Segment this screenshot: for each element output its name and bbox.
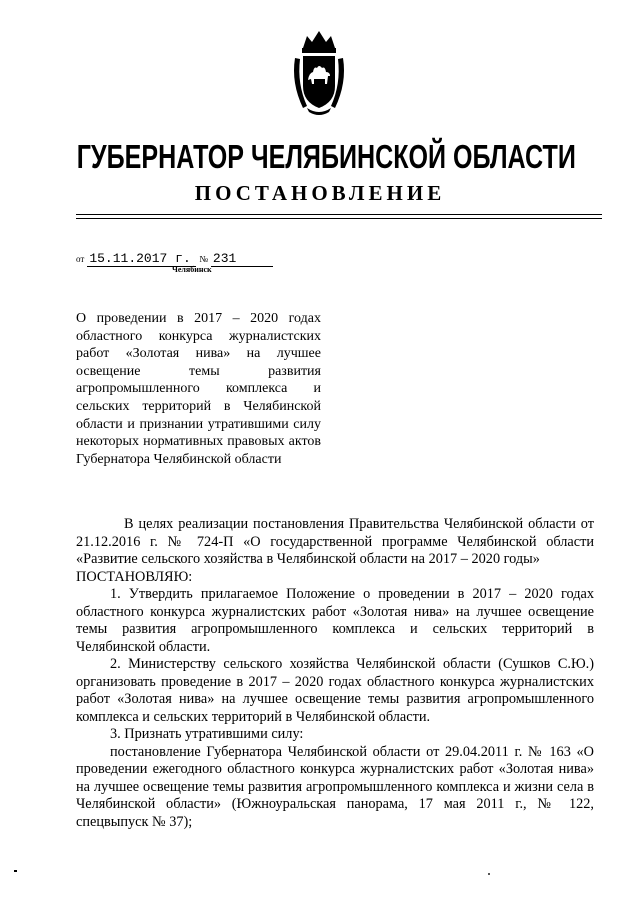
document-body [76, 516, 594, 831]
chelyabinsk-coat-of-arms-icon [289, 28, 349, 118]
number-label: № [199, 254, 208, 264]
scan-mark [14, 870, 17, 872]
item-2: 2. Министерству сельского хозяйства Челябинской области (Сушков С.Ю.) организовать проведение в 2017 – 2020 годах областного конкурса журналистских работ «Золотая нива» на лучшее освещение темы развития агропромышленного комплекса и сельских территорий в Челябинской области. [76, 656, 594, 725]
item-3-sub-1: постановление Губернатора Челябинской области от 29.04.2011 г. № 163 «О проведении ежегодного областного конкурса журналистских работ «Золотая нива» на лучшее освещение темы развития агропромышленного комплекса и жизни села в Челябинской области» (Южноуральская панорама, 17 мая 2011 г., № 122, спецвыпуск № 37); [76, 743, 594, 830]
header-divider-top [76, 214, 602, 215]
number-value: 231 [211, 251, 273, 267]
intro-paragraph: В целях реализации постановления Правительства Челябинской области от 21.12.2016 г. № 724-П «О государственной программе Челябинской области «Развитие сельского хозяйства в Челябинской области на 2017 – 2020 годы» [76, 516, 594, 567]
item-1: 1. Утвердить прилагаемое Положение о проведении в 2017 – 2020 годах областного конкурса журналистских работ «Золотая нива» на лучшее освещение темы развития агропромышленного комплекса и сельских территорий в Челябинской области. [76, 586, 594, 655]
header-divider-bottom [76, 218, 602, 219]
date-value: 15.11.2017 г. [87, 251, 196, 267]
org-title: ГУБЕРНАТОР ЧЕЛЯБИНСКОЙ ОБЛАСТИ [76, 138, 576, 175]
city-label: Челябинск [172, 265, 212, 274]
scan-dot [488, 873, 490, 875]
document-type: ПОСТАНОВЛЕНИЕ [194, 181, 446, 205]
item-3: 3. Признать утратившими силу: [110, 726, 304, 742]
date-from-label: от [76, 254, 85, 264]
resolve-heading: ПОСТАНОВЛЯЮ: [76, 568, 193, 585]
document-subject: О проведении в 2017 – 2020 годах областного конкурса журналистских работ «Золотая нива» на лучшее освещение темы развития агропромышленного комплекса и сельских территорий в Челябинской области и признании утратившими силу некоторых нормативных правовых актов Губернатора Челябинской области [76, 311, 321, 467]
